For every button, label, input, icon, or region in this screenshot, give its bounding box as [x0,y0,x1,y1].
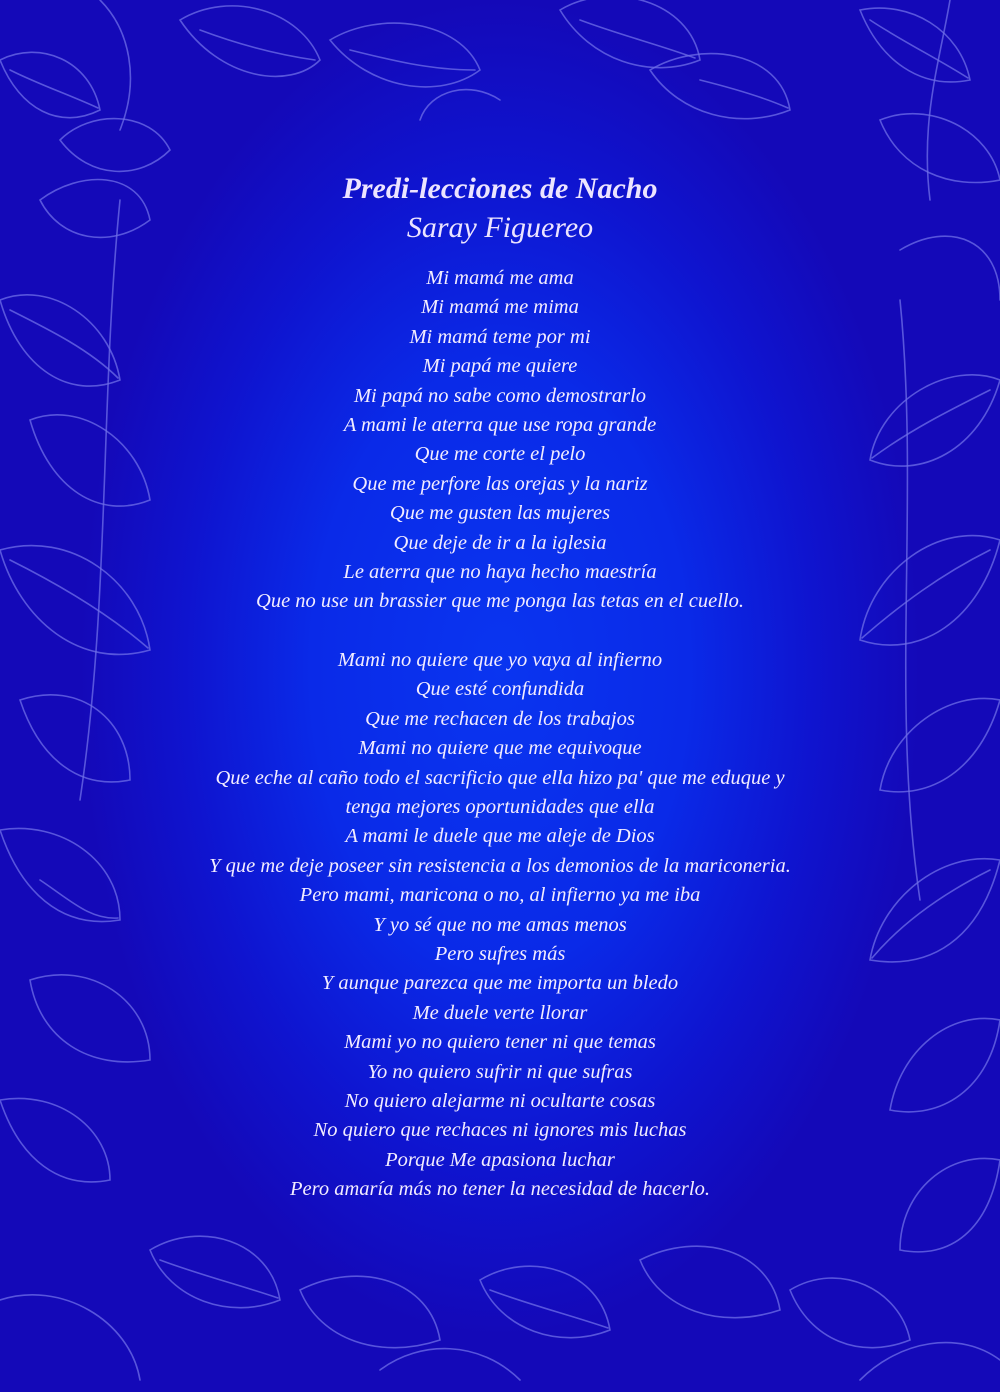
poem-line: Que me gusten las mujeres [389,502,611,525]
poem-line: Le aterra que no haya hecho maestría [343,561,657,584]
poem-line: Que no use un brassier que me ponga las tetas en el cuello. [256,590,744,613]
poem-line: Y aunque parezca que me importa un bledo [321,972,679,995]
poem-title: Predi-lecciones de Nacho [342,172,658,205]
poem-line: Y que me deje poseer sin resistencia a los demonios de la mariconeria. [209,854,791,877]
stanza-1 [150,264,850,617]
poem-line: Y yo sé que no me amas menos [373,913,627,936]
poem-line: Que deje de ir a la iglesia [393,531,607,554]
poem-line: Yo no quiero sufrir ni que sufras [367,1060,633,1083]
poem-line: A mami le aterra que use ropa grande [343,414,657,437]
poem-line: Mami no quiere que me equivoque [358,737,642,760]
poem-line: Que esté confundida [415,678,585,701]
stanza-2 [150,646,850,1205]
poem-line: Pero amaría más no tener la necesidad de hacerlo. [290,1178,710,1201]
poem-line: Que me corte el pelo [414,443,586,466]
poem-line: No quiero alejarme ni ocultarte cosas [344,1089,656,1112]
poem [150,170,850,1205]
poem-author: Saray Figuereo [406,211,594,244]
stanza-break [150,617,850,646]
poem-line: Que me rechacen de los trabajos [365,707,635,730]
poem-line: Mi papá no sabe como demostrarlo [353,384,647,407]
poem-line: No quiero que rechaces ni ignores mis luchas [313,1119,687,1142]
poem-line: Que me perfore las orejas y la nariz [352,472,648,495]
poem-line: Que eche al caño todo el sacrificio que ella hizo pa' que me eduque y [215,766,785,789]
poem-line: Pero mami, maricona o no, al infierno ya me iba [299,884,701,907]
poem-line: Mami yo no quiero tener ni que temas [344,1031,656,1054]
poem-line: Me duele verte llorar [412,1001,588,1024]
poem-line: Mi mamá teme por mi [409,325,591,348]
poem-line: tenga mejores oportunidades que ella [345,795,655,818]
poem-line: Mami no quiere que yo vaya al infierno [337,648,663,671]
poem-line: Porque Me apasiona luchar [385,1148,615,1171]
poem-line: Mi mamá me ama [426,267,574,289]
poem-line: A mami le duele que me aleje de Dios [345,825,655,848]
poem-line: Mi papá me quiere [422,355,578,378]
poem-line: Mi mamá me mima [421,296,579,319]
poem-line: Pero sufres más [434,942,566,965]
